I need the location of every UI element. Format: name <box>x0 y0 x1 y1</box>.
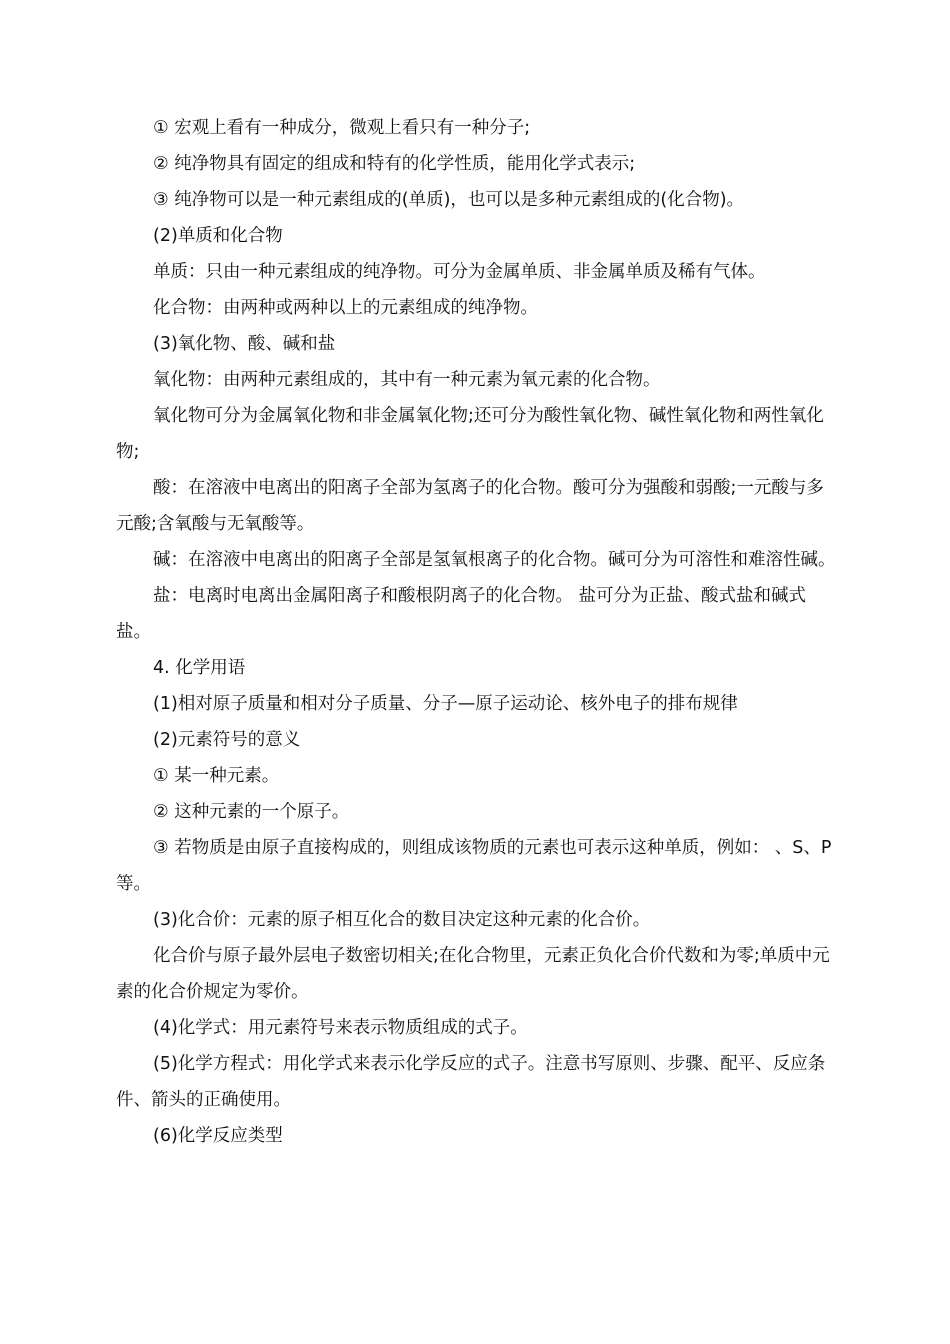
paragraph-element-definition: 单质：只由一种元素组成的纯净物。可分为金属单质、非金属单质及稀有气体。 <box>153 262 766 282</box>
paragraph-3: ③ 纯净物可以是一种元素组成的(单质)，也可以是多种元素组成的(化合物)。 <box>153 190 745 210</box>
paragraph-base-definition: 碱：在溶液中电离出的阳离子全部是氢氧根离子的化合物。碱可分为可溶性和难溶性碱。 <box>153 550 836 570</box>
section-heading-4: 4. 化学用语 <box>153 658 246 678</box>
document-body <box>116 110 838 1154</box>
paragraph-2: ② 纯净物具有固定的组成和特有的化学性质，能用化学式表示; <box>153 154 636 174</box>
paragraph-symbol-meaning-2: ② 这种元素的一个原子。 <box>153 802 350 822</box>
paragraph-valence-rules: 化合价与原子最外层电子数密切相关;在化合物里，元素正负化合价代数和为零;单质中元素的化合价规定为零价。 <box>116 946 830 1002</box>
paragraph-salt-definition: 盐：电离时电离出金属阳离子和酸根阴离子的化合物。 盐可分为正盐、酸式盐和碱式盐。 <box>116 586 807 642</box>
paragraph-oxide-classes: 氧化物可分为金属氧化物和非金属氧化物;还可分为酸性氧化物、碱性氧化物和两性氧化物; <box>116 406 824 462</box>
paragraph-valence: (3)化合价：元素的原子相互化合的数目决定这种元素的化合价。 <box>153 910 651 930</box>
paragraph-oxide-definition: 氧化物：由两种元素组成的，其中有一种元素为氧元素的化合物。 <box>153 370 661 390</box>
section-heading-3: (3)氧化物、酸、碱和盐 <box>153 334 336 354</box>
paragraph-symbol-meaning-1: ① 某一种元素。 <box>153 766 280 786</box>
paragraph-atomic-mass: (1)相对原子质量和相对分子质量、分子—原子运动论、核外电子的排布规律 <box>153 694 738 714</box>
paragraph-reaction-types: (6)化学反应类型 <box>153 1126 283 1146</box>
subheading-element-symbol: (2)元素符号的意义 <box>153 730 301 750</box>
paragraph-acid-definition: 酸：在溶液中电离出的阳离子全部为氢离子的化合物。酸可分为强酸和弱酸;一元酸与多元酸;含氧酸与无氧酸等。 <box>116 478 824 534</box>
paragraph-symbol-meaning-3: ③ 若物质是由原子直接构成的，则组成该物质的元素也可表示这种单质，例如： 、S、P 等。 <box>116 838 832 894</box>
paragraph-chemical-equation: (5)化学方程式：用化学式来表示化学反应的式子。注意书写原则、步骤、配平、反应条件、箭头的正确使用。 <box>116 1054 826 1110</box>
paragraph-chemical-formula: (4)化学式：用元素符号来表示物质组成的式子。 <box>153 1018 528 1038</box>
section-heading-2: (2)单质和化合物 <box>153 226 283 246</box>
paragraph-compound-definition: 化合物：由两种或两种以上的元素组成的纯净物。 <box>153 298 538 318</box>
paragraph-1: ① 宏观上看有一种成分，微观上看只有一种分子; <box>153 118 531 138</box>
